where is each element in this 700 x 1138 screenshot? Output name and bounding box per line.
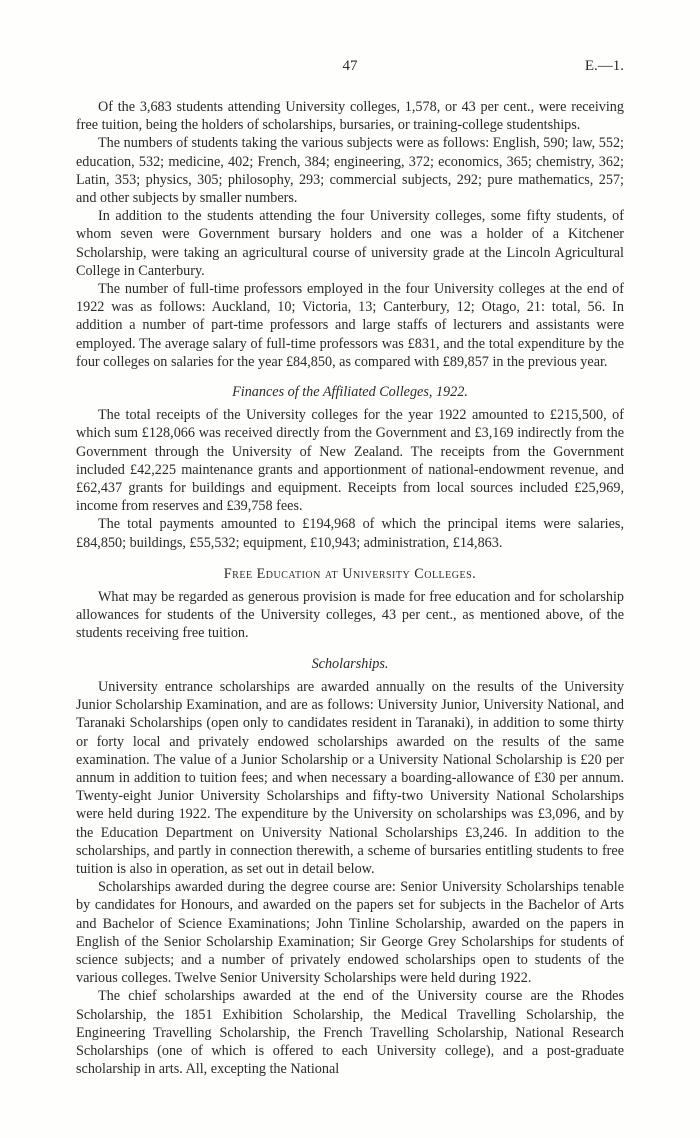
paragraph-professors: The number of full-time professors employed in the four University colleges at the end of 1922 was as follows: Auckland, 10; Victoria, 13; Canterbury, 12; Otago, 21: total, 56. In addition a number of part-time professors and large staffs of lecturers and assistants were employed. The average salary of full-time professors was £831, and the total expenditure by the four colleges on salaries for the year £84,850, as compared with £89,857 in the previous year. — [76, 281, 624, 370]
document-code: E.—1. — [584, 58, 624, 74]
section-heading-free-education: Free Education at University Colleges. — [223, 565, 477, 582]
section-heading-finances: Finances of the Affiliated Colleges, 1922. — [232, 384, 468, 401]
paragraph-chief-scholarships: The chief scholarships awarded at the end of the University course are the Rhodes Scholarship, the 1851 Exhibition Scholarship, the Medical Travelling Scholarship, the Engineering Travelling Scholarship, the French Travelling Scholarship, National Research Scholarships (one of which is offered to each University college), and a post-graduate scholarship in arts. All, excepting the National — [76, 988, 624, 1078]
section-scholarships — [76, 655, 624, 1079]
paragraph-lincoln-college: In addition to the students attending the four University colleges, some fifty students, of whom seven were Government bursary holders and one was a holder of a Kitchener Scholarship, were taking an agricultural course of university grade at the Lincoln Agricultural College in Canterbury. — [76, 208, 624, 279]
paragraph-receipts: The total receipts of the University colleges for the year 1922 amounted to £215,500, of which sum £128,066 was received directly from the Government and £3,169 indirectly from the Government through the University of New Zealand. The receipts from the Government included £42,225 maintenance grants and apportionment of national-endowment revenue, and £62,437 grants for buildings and equipment. Receipts from local sources included £25,969, income from reserves and £39,758 fees. — [76, 407, 624, 515]
paragraph-free-education: What may be regarded as generous provision is made for free education and for scholarship allowances for students of the University colleges, 43 per cent., as mentioned above, of the students receiving free tuition. — [76, 589, 624, 642]
page-header — [76, 58, 624, 80]
section-heading-scholarships: Scholarships. — [311, 655, 389, 672]
paragraph-students-free-tuition: Of the 3,683 students attending University colleges, 1,578, or 43 per cent., were receiving free tuition, being the holders of scholarships, bursaries, or training-college studentships. — [76, 99, 624, 134]
paragraph-subjects: The numbers of students taking the various subjects were as follows: English, 590; law, 552; education, 532; medicine, 402; French, 384; engineering, 372; economics, 365; chemistry, 362; Latin, 353; physics, 305; philosophy, 293; commercial subjects, 292; pure mathematics, 257; and other subjects by smaller numbers. — [76, 135, 624, 207]
section-intro — [76, 98, 624, 371]
paragraph-payments: The total payments amounted to £194,968 of which the principal items were salaries, £84,850; buildings, £55,532; equipment, £10,943; administration, £14,863. — [76, 516, 624, 551]
paragraph-degree-scholarships: Scholarships awarded during the degree course are: Senior University Scholarships tenable by candidates for Honours, and awarded on the papers set for subjects in the Bachelor of Arts and Bachelor of Science Examinations; John Tinline Scholarship, awarded on the papers in English of the Senior Scholarship Examination; Sir George Grey Scholarships for students of science subjects; and a number of privately endowed scholarships open to students of the various colleges. Twelve Senior University Scholarships were held during 1922. — [76, 879, 624, 987]
paragraph-entrance-scholarships: University entrance scholarships are awarded annually on the results of the University Junior Scholarship Examination, and are as follows: University Junior, University National, and Taranaki Scholarships (open only to candidates resident in Taranaki), in addition to some thirty or forty local and privately endowed scholarships awarded on the results of the same examination. The value of a Junior Scholarship or a University National Scholarship is £20 per annum in addition to tuition fees; and when necessary a boarding-allowance of £30 per annum. Twenty-eight Junior University Scholarships and fifty-two University National Scholarships were held during 1922. The expenditure by the University on scholarships was £3,096, and by the Education Department on University National Scholarships £3,246. In addition to the scholarships, and partly in connection therewith, a scheme of bursaries entitling students to free tuition is also in operation, as set out in detail below. — [76, 678, 624, 877]
section-free-education — [76, 565, 624, 643]
document-body — [76, 98, 624, 1078]
section-finances — [76, 383, 624, 552]
page-number: 47 — [342, 58, 358, 74]
